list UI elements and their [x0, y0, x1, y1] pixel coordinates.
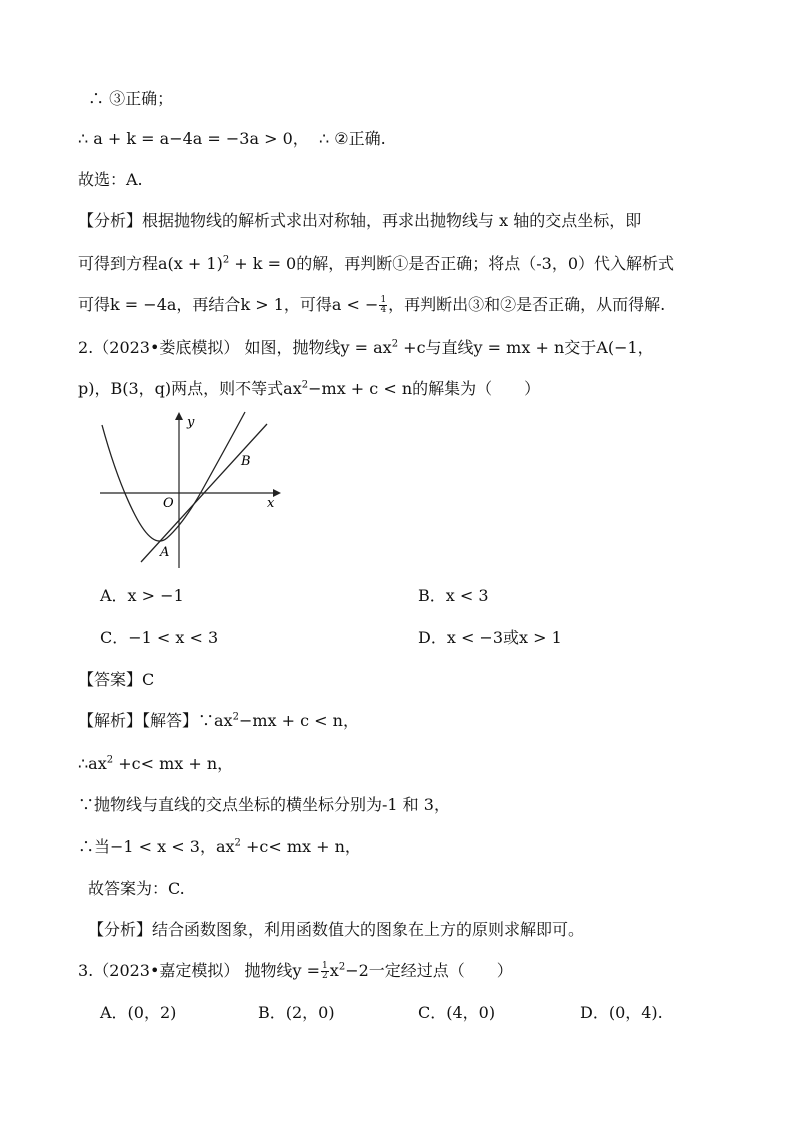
superscript: 2 [301, 379, 309, 391]
text: 两点，则不等式 [171, 379, 284, 398]
equation: y = mx + n [473, 338, 565, 357]
text: 2.（2023•娄底模拟） 如图，抛物线 [78, 338, 341, 357]
option-text: A．(0，2) [100, 1003, 177, 1022]
text: 【分析】结合函数图象，利用函数值大的图象在上方的原则求解即可。 [88, 920, 585, 939]
text: ，可得 [283, 295, 332, 314]
equation: a(x + 1) [158, 254, 223, 273]
equation: A(−1， [596, 338, 654, 357]
equation: +c< mx + n， [240, 837, 361, 856]
text-line-3 [78, 169, 143, 191]
text: 【答案】C [78, 670, 155, 689]
equation: ax [283, 379, 302, 398]
text: 的解集为（ ） [412, 379, 541, 398]
text: 故答案为：C. [88, 879, 185, 898]
text: 一定经过点（ ） [368, 961, 513, 980]
text: ，再结合 [176, 295, 241, 314]
equation: p)，B(3，q) [78, 379, 172, 398]
text: 与直线 [425, 338, 474, 357]
equation: +c< mx + n， [113, 754, 234, 773]
option-text: C．−1 < x < 3 [100, 628, 219, 647]
text: 可得到方程 [78, 254, 159, 273]
denominator: 4 [380, 305, 387, 315]
equation: −2 [345, 961, 369, 980]
text-line-1 [88, 88, 173, 110]
solution-line-3 [78, 794, 450, 816]
equation: y = ax [340, 338, 392, 357]
parabola-curve [102, 412, 245, 541]
y-axis-arrow [175, 412, 183, 420]
answer-line [78, 669, 154, 691]
option-b[interactable] [418, 585, 489, 607]
solution-line-5 [88, 878, 185, 900]
text: ∵抛物线与直线的交点坐标的横坐标分别为-1 和 3， [78, 795, 450, 814]
point-b-label: B [241, 454, 251, 469]
q3-option-b[interactable] [258, 1002, 335, 1024]
x-axis-label: x [267, 496, 275, 511]
solution-line-4 [78, 836, 361, 858]
text: ，再判断出③和②是否正确，从而得解. [388, 295, 666, 314]
text: 故选：A. [78, 170, 143, 189]
option-text: B．x < 3 [418, 586, 489, 605]
text: 交于 [564, 338, 597, 357]
option-text: C．(4，0) [418, 1003, 496, 1022]
equation: k = −4a [110, 295, 177, 314]
option-c[interactable] [100, 627, 218, 649]
parabola-line-figure [95, 410, 285, 570]
origin-label: O [163, 496, 174, 511]
solution-line-6 [88, 919, 584, 941]
superscript: 2 [232, 711, 239, 723]
analysis-line-1 [78, 210, 641, 232]
equation: +c [398, 338, 426, 357]
option-text: B．(2，0) [258, 1003, 335, 1022]
fraction [379, 296, 387, 315]
option-text: D．x < −3或x > 1 [418, 628, 562, 647]
superscript: 2 [338, 961, 346, 973]
q3-option-c[interactable] [418, 1002, 495, 1024]
numerator: 1 [322, 961, 328, 971]
text: 3.（2023•嘉定模拟） 抛物线 [78, 961, 293, 980]
equation: + k = 0 [229, 254, 297, 273]
solution-line-1 [78, 710, 359, 732]
text-line-2 [78, 128, 386, 150]
equation: a < − [331, 295, 379, 314]
q3-option-d[interactable] [580, 1002, 663, 1024]
equation: −mx + c < n [308, 379, 413, 398]
solution-line-2 [78, 753, 233, 775]
analysis-line-2 [78, 253, 674, 275]
equation: ax [214, 711, 233, 730]
analysis-line-3 [78, 294, 665, 316]
denominator: 2 [322, 971, 328, 981]
option-text: A．x > −1 [100, 586, 184, 605]
equation: ∴ a + k = a−4a = −3a > 0， [78, 129, 309, 148]
equation: ∴当−1 < x < 3，ax [78, 837, 235, 856]
text: ∴ ②正确. [318, 129, 386, 148]
fraction [321, 962, 329, 981]
equation: ∴ax [78, 754, 107, 773]
q3-option-a[interactable] [100, 1002, 176, 1024]
superscript: 2 [222, 254, 230, 266]
text: 可得 [78, 295, 111, 314]
superscript: 2 [106, 754, 114, 766]
superscript: 2 [391, 338, 399, 350]
text: 【解析】【解答】∵ [78, 711, 215, 730]
option-a[interactable] [100, 585, 184, 607]
text: ∴ ③正确； [88, 89, 174, 108]
question-3-line [78, 960, 513, 982]
point-a-label: A [160, 545, 170, 560]
y-axis-label: y [187, 415, 195, 430]
equation: y = [292, 961, 321, 980]
question-2-line-2 [78, 378, 540, 400]
text: 【分析】根据抛物线的解析式求出对称轴，再求出抛物线与 x 轴的交点坐标，即 [78, 211, 642, 230]
question-2-line-1 [78, 337, 654, 359]
equation: k > 1 [240, 295, 284, 314]
equation: x [329, 961, 339, 980]
text: 的解，再判断①是否正确；将点（-3，0）代入解析式 [296, 254, 675, 273]
numerator: 1 [380, 295, 387, 305]
option-d[interactable] [418, 627, 562, 649]
equation: −mx + c < n， [238, 711, 359, 730]
option-text: D．(0，4). [580, 1003, 663, 1022]
superscript: 2 [234, 837, 241, 849]
